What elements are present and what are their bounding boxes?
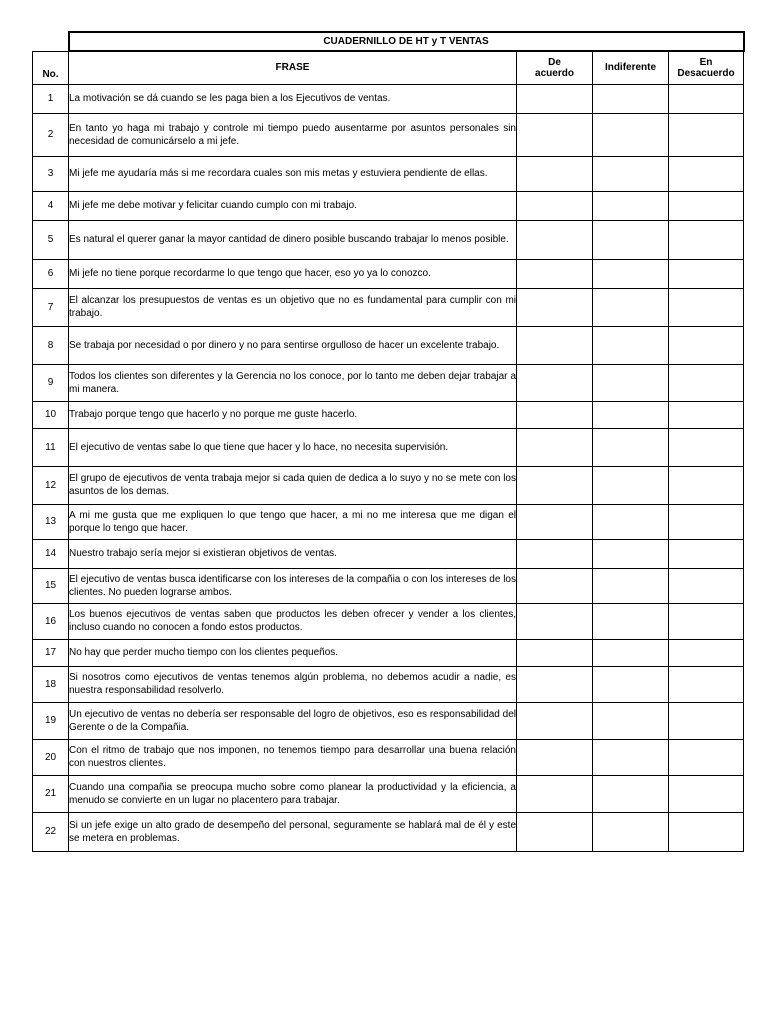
row-frase: Un ejecutivo de ventas no debería ser responsable del logro de objetivos, eso es responsabilidad del Gerente o de la Compañia.: [69, 702, 517, 739]
row-frase: Cuando una compañia se preocupa mucho sobre como planear la productividad y la eficiencia, a menudo se convierte en un lugar no placentero para trabajar.: [69, 775, 517, 812]
header-en-desacuerdo: En Desacuerdo: [669, 51, 744, 84]
row-frase: Se trabaja por necesidad o por dinero y no para sentirse orgulloso de hacer un excelente trabajo.: [69, 326, 517, 364]
de-acuerdo-cell[interactable]: [517, 288, 593, 326]
en-desacuerdo-cell[interactable]: [669, 639, 744, 666]
row-number: 11: [33, 428, 69, 466]
row-number: 21: [33, 775, 69, 812]
table-row: [33, 401, 744, 428]
title-row: [33, 32, 744, 51]
row-frase: Trabajo porque tengo que hacerlo y no porque me guste hacerlo.: [69, 401, 517, 428]
de-acuerdo-cell[interactable]: [517, 259, 593, 288]
table-row: [33, 364, 744, 401]
header-no: No.: [33, 51, 69, 84]
row-number: 15: [33, 568, 69, 603]
table-row: [33, 156, 744, 191]
row-number: 1: [33, 84, 69, 113]
indiferente-cell[interactable]: [593, 466, 669, 504]
indiferente-cell[interactable]: [593, 568, 669, 603]
indiferente-cell[interactable]: [593, 603, 669, 639]
page-title: CUADERNILLO DE HT y T VENTAS: [69, 32, 744, 51]
indiferente-cell[interactable]: [593, 326, 669, 364]
indiferente-cell[interactable]: [593, 639, 669, 666]
indiferente-cell[interactable]: [593, 739, 669, 775]
de-acuerdo-cell[interactable]: [517, 401, 593, 428]
indiferente-cell[interactable]: [593, 84, 669, 113]
indiferente-cell[interactable]: [593, 220, 669, 259]
de-acuerdo-cell[interactable]: [517, 466, 593, 504]
de-acuerdo-cell[interactable]: [517, 220, 593, 259]
row-number: 5: [33, 220, 69, 259]
row-number: 9: [33, 364, 69, 401]
indiferente-cell[interactable]: [593, 259, 669, 288]
de-acuerdo-cell[interactable]: [517, 156, 593, 191]
row-frase: En tanto yo haga mi trabajo y controle mi tiempo puedo ausentarme por asuntos personales sin necesidad de comunicárselo a mi jefe.: [69, 113, 517, 156]
row-number: 17: [33, 639, 69, 666]
en-desacuerdo-cell[interactable]: [669, 568, 744, 603]
en-desacuerdo-cell[interactable]: [669, 666, 744, 702]
row-number: 13: [33, 504, 69, 539]
row-number: 3: [33, 156, 69, 191]
en-desacuerdo-cell[interactable]: [669, 775, 744, 812]
row-number: 4: [33, 191, 69, 220]
header-row: [33, 51, 744, 84]
indiferente-cell[interactable]: [593, 504, 669, 539]
table-row: [33, 259, 744, 288]
en-desacuerdo-cell[interactable]: [669, 702, 744, 739]
row-number: 10: [33, 401, 69, 428]
indiferente-cell[interactable]: [593, 288, 669, 326]
indiferente-cell[interactable]: [593, 191, 669, 220]
de-acuerdo-cell[interactable]: [517, 603, 593, 639]
en-desacuerdo-cell[interactable]: [669, 84, 744, 113]
de-acuerdo-cell[interactable]: [517, 326, 593, 364]
en-desacuerdo-cell[interactable]: [669, 364, 744, 401]
en-desacuerdo-cell[interactable]: [669, 466, 744, 504]
row-number: 16: [33, 603, 69, 639]
row-frase: Mi jefe me ayudaría más si me recordara cuales son mis metas y estuviera pendiente de ellas.: [69, 156, 517, 191]
row-number: 8: [33, 326, 69, 364]
indiferente-cell[interactable]: [593, 812, 669, 851]
row-frase: El alcanzar los presupuestos de ventas es un objetivo que no es fundamental para cumplir con mi trabajo.: [69, 288, 517, 326]
table-row: [33, 220, 744, 259]
de-acuerdo-cell[interactable]: [517, 364, 593, 401]
indiferente-cell[interactable]: [593, 156, 669, 191]
table-row: [33, 288, 744, 326]
table-row: [33, 666, 744, 702]
indiferente-cell[interactable]: [593, 539, 669, 568]
row-frase: Mi jefe no tiene porque recordarme lo que tengo que hacer, eso yo ya lo conozco.: [69, 259, 517, 288]
de-acuerdo-cell[interactable]: [517, 191, 593, 220]
table-row: [33, 812, 744, 851]
row-number: 18: [33, 666, 69, 702]
row-frase: Los buenos ejecutivos de ventas saben que productos les deben ofrecer y vender a los clientes, incluso cuando no conocen a fondo estos productos.: [69, 603, 517, 639]
row-frase: Si un jefe exige un alto grado de desempeño del personal, seguramente se hablará mal de él y este se metera en problemas.: [69, 812, 517, 851]
indiferente-cell[interactable]: [593, 666, 669, 702]
row-frase: El grupo de ejecutivos de venta trabaja mejor si cada quien de dedica a lo suyo y no se mete con los asuntos de los demas.: [69, 466, 517, 504]
row-number: 14: [33, 539, 69, 568]
en-desacuerdo-cell[interactable]: [669, 326, 744, 364]
row-frase: A mi me gusta que me expliquen lo que tengo que hacer, a mi no me interesa que me digan el porque lo tengo que hacer.: [69, 504, 517, 539]
header-de-acuerdo: De acuerdo: [517, 51, 593, 84]
indiferente-cell[interactable]: [593, 775, 669, 812]
indiferente-cell[interactable]: [593, 364, 669, 401]
table-row: [33, 568, 744, 603]
en-desacuerdo-cell[interactable]: [669, 401, 744, 428]
table-row: [33, 466, 744, 504]
table-row: [33, 84, 744, 113]
row-number: 12: [33, 466, 69, 504]
row-frase: Nuestro trabajo sería mejor si existieran objetivos de ventas.: [69, 539, 517, 568]
row-frase: La motivación se dá cuando se les paga bien a los Ejecutivos de ventas.: [69, 84, 517, 113]
indiferente-cell[interactable]: [593, 113, 669, 156]
de-acuerdo-cell[interactable]: [517, 666, 593, 702]
table-row: [33, 504, 744, 539]
row-frase: Si nosotros como ejecutivos de ventas tenemos algún problema, no debemos acudir a nadie, es nuestra responsabilidad resolverlo.: [69, 666, 517, 702]
en-desacuerdo-cell[interactable]: [669, 191, 744, 220]
header-frase: FRASE: [69, 51, 517, 84]
survey-table: [32, 31, 745, 852]
table-row: [33, 539, 744, 568]
de-acuerdo-cell[interactable]: [517, 504, 593, 539]
de-acuerdo-cell[interactable]: [517, 113, 593, 156]
en-desacuerdo-cell[interactable]: [669, 539, 744, 568]
row-number: 22: [33, 812, 69, 851]
en-desacuerdo-cell[interactable]: [669, 288, 744, 326]
row-number: 6: [33, 259, 69, 288]
indiferente-cell[interactable]: [593, 702, 669, 739]
row-frase: Con el ritmo de trabajo que nos imponen, no tenemos tiempo para desarrollar una buena relación con nuestros clientes.: [69, 739, 517, 775]
table-row: [33, 639, 744, 666]
row-frase: Todos los clientes son diferentes y la Gerencia no los conoce, por lo tanto me deben dejar trabajar a mi manera.: [69, 364, 517, 401]
de-acuerdo-cell[interactable]: [517, 702, 593, 739]
de-acuerdo-cell[interactable]: [517, 739, 593, 775]
de-acuerdo-cell[interactable]: [517, 539, 593, 568]
en-desacuerdo-cell[interactable]: [669, 603, 744, 639]
en-desacuerdo-cell[interactable]: [669, 220, 744, 259]
en-desacuerdo-cell[interactable]: [669, 504, 744, 539]
en-desacuerdo-cell[interactable]: [669, 812, 744, 851]
de-acuerdo-cell[interactable]: [517, 568, 593, 603]
en-desacuerdo-cell[interactable]: [669, 428, 744, 466]
row-frase: Es natural el querer ganar la mayor cantidad de dinero posible buscando trabajar lo menos posible.: [69, 220, 517, 259]
header-indiferente: Indiferente: [593, 51, 669, 84]
table-row: [33, 326, 744, 364]
table-row: [33, 702, 744, 739]
row-frase: El ejecutivo de ventas sabe lo que tiene que hacer y lo hace, no necesita supervisión.: [69, 428, 517, 466]
table-row: [33, 775, 744, 812]
row-number: 7: [33, 288, 69, 326]
indiferente-cell[interactable]: [593, 428, 669, 466]
row-frase: Mi jefe me debe motivar y felicitar cuando cumplo con mi trabajo.: [69, 191, 517, 220]
en-desacuerdo-cell[interactable]: [669, 113, 744, 156]
table-row: [33, 428, 744, 466]
table-row: [33, 603, 744, 639]
row-frase: No hay que perder mucho tiempo con los clientes pequeños.: [69, 639, 517, 666]
de-acuerdo-cell[interactable]: [517, 639, 593, 666]
row-frase: El ejecutivo de ventas busca identificarse con los intereses de la compañia o con los intereses de los clientes. No pueden lograrse ambos.: [69, 568, 517, 603]
de-acuerdo-cell[interactable]: [517, 812, 593, 851]
de-acuerdo-cell[interactable]: [517, 428, 593, 466]
table-row: [33, 113, 744, 156]
row-number: 19: [33, 702, 69, 739]
row-number: 20: [33, 739, 69, 775]
de-acuerdo-cell[interactable]: [517, 84, 593, 113]
table-row: [33, 739, 744, 775]
row-number: 2: [33, 113, 69, 156]
en-desacuerdo-cell[interactable]: [669, 739, 744, 775]
en-desacuerdo-cell[interactable]: [669, 259, 744, 288]
table-row: [33, 191, 744, 220]
indiferente-cell[interactable]: [593, 401, 669, 428]
de-acuerdo-cell[interactable]: [517, 775, 593, 812]
en-desacuerdo-cell[interactable]: [669, 156, 744, 191]
